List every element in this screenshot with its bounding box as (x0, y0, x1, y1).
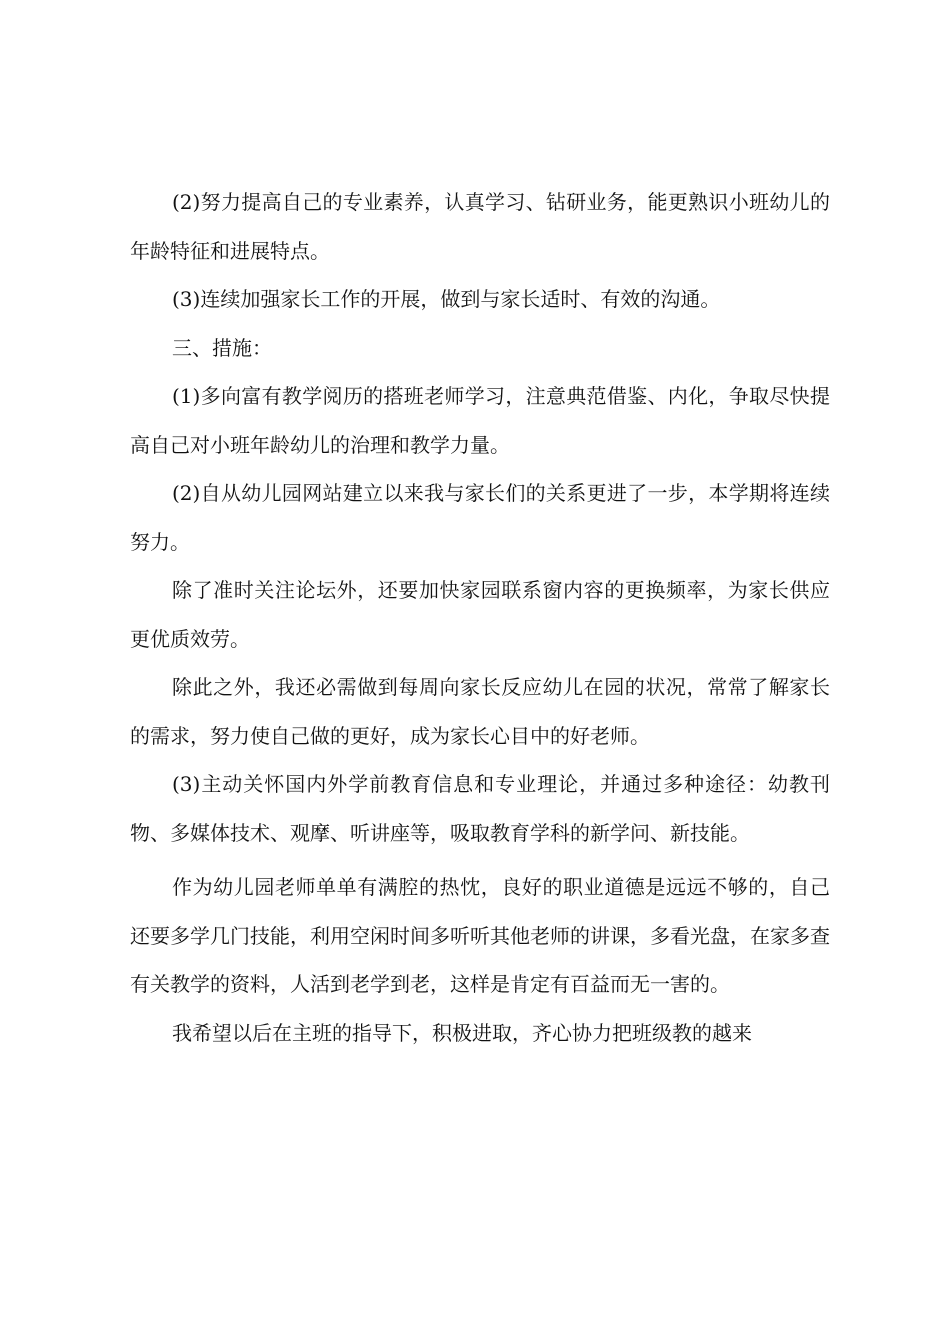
paragraph-goal-3: (3)连续加强家长工作的开展，做到与家长适时、有效的沟通。 (172, 287, 721, 311)
paragraph-goal-2: (2)努力提高自己的专业素养，认真学习、钻研业务，能更熟识小班幼儿的年龄特征和进展特点。 (130, 190, 830, 263)
paragraph-forum: 除了准时关注论坛外，还要加快家园联系窗内容的更换频率，为家长供应更优质效劳。 (130, 578, 830, 651)
paragraph-closing: 我希望以后在主班的指导下，积极进取，齐心协力把班级教的越来 (172, 1020, 752, 1045)
paragraph-measure-3: (3)主动关怀国内外学前教育信息和专业理论，并通过多种途径：幼教刊物、多媒体技术、观摩、听讲座等，吸取教育学科的新学问、新技能。 (130, 772, 830, 845)
paragraph-measure-2: (2)自从幼儿园网站建立以来我与家长们的关系更进了一步，本学期将连续努力。 (130, 481, 830, 554)
section-heading-measures: 三、措施： (172, 335, 272, 360)
paragraph-measure-1: (1)多向富有教学阅历的搭班老师学习，注意典范借鉴、内化，争取尽快提高自己对小班年龄幼儿的治理和教学力量。 (130, 384, 830, 457)
paragraph-weekly-feedback: 除此之外，我还必需做到每周向家长反应幼儿在园的状况，常常了解家长的需求，努力使自己做的更好，成为家长心目中的好老师。 (130, 675, 830, 748)
paragraph-teacher-reflection: 作为幼儿园老师单单有满腔的热忱，良好的职业道德是远远不够的，自己还要多学几门技能，利用空闲时间多听听其他老师的讲课，多看光盘，在家多查有关教学的资料，人活到老学到老，这样是肯定有百益而无一害的。 (130, 875, 830, 996)
document-body (130, 178, 830, 1057)
